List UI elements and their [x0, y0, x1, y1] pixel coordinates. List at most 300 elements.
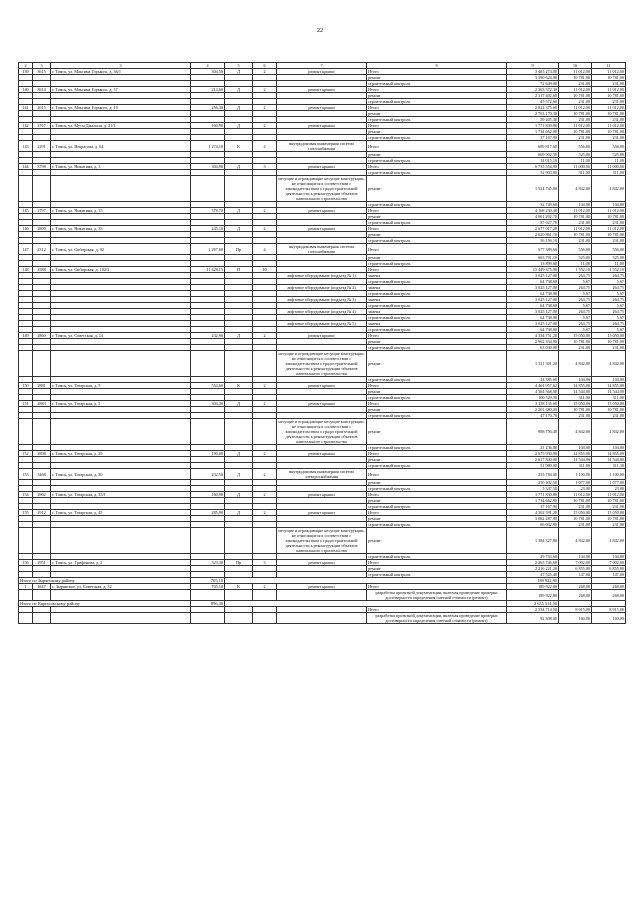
table-cell — [225, 176, 253, 202]
table-cell: 231,00 — [559, 81, 592, 87]
table-cell: 231,00 — [592, 238, 626, 244]
table-cell: ремонт крыши — [277, 383, 367, 389]
table-cell: 231,00 — [592, 99, 626, 105]
table-cell: строительный контроль — [367, 261, 507, 267]
table-cell: строительный контроль — [367, 291, 507, 297]
table-cell — [33, 419, 51, 445]
table-cell: 2 — [253, 333, 277, 339]
table-cell: 11 000,00 — [559, 164, 592, 170]
table-cell — [191, 176, 225, 202]
table-cell: 556,00 — [592, 141, 626, 152]
table-cell: 10 781,00 — [559, 214, 592, 220]
table-cell: 2 620 861,10 — [507, 232, 559, 238]
table-cell: Итого — [367, 267, 507, 273]
table-cell: 14 855,00 — [592, 383, 626, 389]
table-cell: г. Томск, ул. Сибирская, д. 102/2 — [51, 267, 191, 273]
table-cell: внутридомовая инженерная система электроснабжения — [277, 469, 367, 480]
table-cell: 10 — [253, 267, 277, 273]
table-cell: 140 — [19, 87, 33, 93]
table-cell: 153 — [19, 469, 33, 480]
table-cell: 4 842,00 — [559, 419, 592, 445]
header-cell: 7 — [277, 63, 367, 69]
table-cell: ремонт крыши — [277, 584, 367, 590]
header-cell: 11 — [592, 63, 626, 69]
table-cell: 231,00 — [592, 135, 626, 141]
table-cell: 10 781,00 — [559, 93, 592, 99]
table-cell: несущие и ограждающие несущие конструкции, не относящиеся к соответствии с законодательством о градостроительной деятельности к реконструкции объектов капитального строительства — [278, 528, 365, 553]
table-cell: 155 — [19, 510, 33, 516]
table-cell: 147,00 — [592, 572, 626, 578]
table-cell: 264,75 — [592, 321, 626, 327]
table-cell — [191, 528, 225, 554]
table-cell: 147 — [19, 244, 33, 255]
header-cell: 2 — [19, 63, 33, 69]
empty-cell — [277, 590, 367, 601]
table-cell: ремонт крыши — [277, 87, 367, 93]
table-cell: 3 025 127,00 — [507, 309, 559, 315]
table-cell — [19, 528, 33, 554]
table-cell: строительный контроль — [367, 377, 507, 383]
table-cell: 1 771 830,80 — [507, 492, 559, 498]
table-cell: 264,75 — [592, 309, 626, 315]
table-cell: 8 915,00 — [559, 607, 592, 613]
table-cell: строительный контроль — [367, 445, 507, 451]
table-cell — [33, 528, 51, 554]
table-cell: 311,00 — [559, 395, 592, 401]
table-cell: Д — [225, 164, 253, 170]
table-cell: 150 — [19, 383, 33, 389]
table-cell: лифтовое оборудование (подъезд № 2) — [277, 285, 367, 291]
table-cell: 264,75 — [559, 321, 592, 327]
table-cell: 1 100,00 — [559, 469, 592, 480]
table-cell: несущие и ограждающие несущие конструкции, не относящиеся к соответствии с законодательством о градостроительной деятельности к реконструкции объектов капитального строительства — [278, 351, 365, 376]
table-cell: 231,00 — [559, 99, 592, 105]
table-cell: 1 734 662,90 — [507, 129, 559, 135]
table-cell: 63 030,90 — [507, 345, 559, 351]
table-cell: строительный контроль — [367, 345, 507, 351]
table-cell: 5,67 — [559, 291, 592, 297]
table-cell: 554,60 — [191, 383, 225, 389]
table-cell: 146 — [19, 226, 33, 232]
table-cell: 268,00 — [559, 584, 592, 590]
table-cell: 148 — [19, 267, 33, 273]
table-cell: 10 781,00 — [559, 232, 592, 238]
table-cell: 556,00 — [592, 244, 626, 255]
table-cell: ремонт — [367, 528, 507, 554]
table-cell: 11 012,00 — [592, 87, 626, 93]
table-cell: 3 — [253, 164, 277, 170]
table-cell: г. Томск, ул. Татарская, д. 45 — [51, 510, 191, 516]
table-cell: строительный контроль — [367, 158, 507, 164]
table-cell: 14 544,00 — [592, 389, 626, 395]
table-cell: 56 156,10 — [507, 238, 559, 244]
table-cell: 11 428,15 — [191, 267, 225, 273]
table-cell: 264,75 — [559, 273, 592, 279]
table-cell: строительный контроль — [367, 135, 507, 141]
table-cell: строительный контроль — [367, 279, 507, 285]
table-cell: 5,67 — [592, 279, 626, 285]
table-cell: г. Томск, ул. Некрасова, д. 64 — [51, 141, 191, 152]
table-cell: Итого — [367, 401, 507, 407]
header-cell: 3 — [33, 63, 51, 69]
district-total-sum: 189 922,80 — [507, 578, 559, 584]
table-cell: 7 002,00 — [559, 560, 592, 566]
table-cell: Д — [225, 69, 253, 75]
table-cell: 64 738,00 — [507, 291, 559, 297]
table-cell: 2860 — [33, 333, 51, 339]
table-row — [19, 69, 626, 75]
table-cell: 268,00 — [592, 584, 626, 590]
table-cell: 104,00 — [559, 377, 592, 383]
table-cell: 10 781,00 — [592, 516, 626, 522]
table-cell: 10 781,00 — [592, 407, 626, 413]
table-cell: 2 617 840,00 — [507, 457, 559, 463]
table-cell — [51, 176, 191, 202]
table-cell: 45 572,60 — [507, 99, 559, 105]
table-cell: ремонт — [367, 75, 507, 81]
table-cell: 4 334 751,20 — [507, 333, 559, 339]
table-cell: г. Томск, ул. Трифонова, д. 2 — [51, 560, 191, 566]
table-cell: 4 302 591,20 — [507, 510, 559, 516]
table-cell: 264,75 — [592, 273, 626, 279]
table-cell: 189 922,80 — [507, 590, 559, 601]
table-cell: ремонт — [367, 389, 507, 395]
table-cell: 11 012,00 — [592, 123, 626, 129]
table-cell: 104,00 — [559, 445, 592, 451]
table-cell — [19, 351, 33, 377]
district-total-area: 896,30 — [191, 601, 225, 607]
table-cell: 232,50 — [191, 469, 225, 480]
table-row — [19, 469, 626, 480]
table-cell: ремонт — [367, 255, 507, 261]
table-row — [19, 419, 626, 445]
table-cell: 231,00 — [592, 117, 626, 123]
table-cell: 144 — [19, 164, 33, 170]
table-cell: Д — [225, 510, 253, 516]
table-cell: 231,00 — [559, 117, 592, 123]
table-cell — [19, 419, 33, 445]
table-cell: строительный контроль — [367, 117, 507, 123]
table-cell: 2 — [253, 69, 277, 75]
table-row — [19, 123, 626, 129]
table-cell: 14 544,00 — [592, 457, 626, 463]
table-cell: 145 — [19, 208, 33, 214]
table-cell: 2797 — [33, 208, 51, 214]
table-cell: строительный контроль — [367, 170, 507, 176]
table-cell: 64 738,00 — [507, 327, 559, 333]
table-cell: К — [225, 584, 253, 590]
table-cell: 11 012,00 — [592, 69, 626, 75]
table-cell: Д — [225, 469, 253, 480]
table-cell: К — [225, 141, 253, 152]
table-cell: Итого — [367, 451, 507, 457]
table-cell: 245,10 — [191, 226, 225, 232]
table-cell: 2 763 170,30 — [507, 111, 559, 117]
table-cell: 4 842,00 — [592, 176, 626, 202]
table-cell: 6 855,00 — [559, 566, 592, 572]
table-cell: 231,00 — [592, 81, 626, 87]
table-cell: 11 012,00 — [559, 105, 592, 111]
table-cell: 4847 — [33, 584, 51, 590]
empty-cell — [191, 590, 225, 601]
table-cell: Итого — [367, 69, 507, 75]
table-cell: ремонт — [367, 129, 507, 135]
table-cell: 6 735 554,90 — [507, 164, 559, 170]
table-cell: строительный контроль — [367, 303, 507, 309]
table-cell: 231,00 — [559, 220, 592, 226]
table-cell: внутридомовая инженерная система газоснабжения — [277, 244, 367, 255]
table-cell: 15 050,00 — [559, 401, 592, 407]
table-cell: 14 015,10 — [507, 158, 559, 164]
table-cell: 2951 — [33, 560, 51, 566]
table-cell: 104,00 — [592, 554, 626, 560]
table-cell — [253, 528, 277, 554]
table-cell: 1 100,00 — [592, 469, 626, 480]
table-cell: 311,00 — [559, 463, 592, 469]
table-cell: ремонт крыши — [277, 164, 367, 170]
table-cell: 1 552,10 — [559, 267, 592, 273]
table-cell: г. Томск, ул. Максима Горького, д. 19 — [51, 105, 191, 111]
table-cell: Д — [225, 492, 253, 498]
table-cell: 10 781,00 — [559, 129, 592, 135]
table-cell: 264,75 — [559, 297, 592, 303]
table-cell: ремонт крыши — [277, 510, 367, 516]
table-cell: 255 784,00 — [507, 469, 559, 480]
table-cell: с. Зырянское, ул. Советская, д. 32 — [51, 584, 191, 590]
table-cell: 2 363 372,30 — [507, 87, 559, 93]
table-cell: 147,00 — [559, 572, 592, 578]
table-cell: 10 781,00 — [559, 75, 592, 81]
table-cell: 1 771 830,80 — [507, 123, 559, 129]
table-cell: 3468 — [33, 469, 51, 480]
table-cell: 264,75 — [592, 297, 626, 303]
table-cell: 72 649,00 — [507, 81, 559, 87]
table-cell: 1 077,00 — [592, 480, 626, 486]
table-cell: 139 — [19, 69, 33, 75]
work-description: разработка проектной документации, включая проведение проверки достоверности определения сметной стоимости (ремонт) — [367, 613, 507, 624]
table-cell: 104,00 — [559, 554, 592, 560]
table-cell: 5,67 — [559, 279, 592, 285]
table-cell: 37 167,90 — [507, 504, 559, 510]
table-cell: 2 — [253, 401, 277, 407]
table-cell: 64 738,00 — [507, 303, 559, 309]
table-cell: г. Томск, ул. Татарская, д. 30 — [51, 469, 191, 480]
table-row — [19, 613, 626, 624]
table-cell: 11 012,00 — [592, 208, 626, 214]
empty-cell — [33, 613, 51, 624]
table-row — [19, 528, 626, 554]
table-cell: 2767 — [33, 123, 51, 129]
table-cell: 231,00 — [559, 345, 592, 351]
table-cell: 231,00 — [592, 413, 626, 419]
table-cell: 64 738,00 — [507, 315, 559, 321]
table-cell: 32 749,60 — [507, 202, 559, 208]
empty-cell — [253, 613, 277, 624]
table-cell: 5,67 — [592, 291, 626, 297]
table-cell: 705,10 — [191, 584, 225, 590]
table-cell — [51, 528, 191, 554]
table-cell — [51, 419, 191, 445]
table-cell: 3 358 135,60 — [507, 401, 559, 407]
table-cell: 2 675 930,00 — [507, 451, 559, 457]
table-cell: 1 552,10 — [592, 267, 626, 273]
table-cell: строительный контроль — [367, 463, 507, 469]
district-total-sum: 2 635 314,50 — [507, 601, 559, 607]
table-cell: несущие и ограждающие несущие конструкции, не относящиеся к соответствии с законодательством о градостроительной деятельности к реконструкции объектов капитального строительства — [278, 419, 365, 444]
table-cell: 4 061 202,70 — [507, 214, 559, 220]
table-cell — [225, 351, 253, 377]
table-cell: 160,90 — [191, 123, 225, 129]
header-cell: 9 — [507, 63, 559, 69]
table-cell: 10 781,00 — [559, 407, 592, 413]
table-cell: 64 738,00 — [507, 279, 559, 285]
table-cell: ремонт крыши — [277, 451, 367, 457]
table-cell: 160,00 — [592, 613, 626, 624]
district-total-area: 705,10 — [191, 578, 225, 584]
table-cell: 5,67 — [592, 315, 626, 321]
table-cell: 10 781,00 — [592, 75, 626, 81]
table-cell: 4 842,00 — [559, 176, 592, 202]
table-cell: ремонт — [367, 498, 507, 504]
table-cell: 2 — [253, 226, 277, 232]
table-cell: 66 042,90 — [507, 522, 559, 528]
table-cell: 10 781,00 — [592, 498, 626, 504]
table-cell — [191, 351, 225, 377]
table-cell: Итого — [367, 123, 507, 129]
table-cell: строительный контроль — [367, 572, 507, 578]
table-cell: 59 205,30 — [507, 117, 559, 123]
table-cell: 1 524 745,00 — [507, 176, 559, 202]
table-cell: ремонт — [367, 516, 507, 522]
table-cell — [51, 351, 191, 377]
empty-cell — [19, 613, 33, 624]
table-cell: ремонт — [367, 152, 507, 158]
table-cell: строительный контроль — [367, 315, 507, 321]
table-cell: 15 050,00 — [592, 401, 626, 407]
table-cell: 154 — [19, 492, 33, 498]
table-cell: г. Томск, ул. Сибирская, д. 92 — [51, 244, 191, 255]
header-cell: 3 — [51, 63, 191, 69]
table-cell: несущие и ограждающие несущие конструкции, не относящиеся к соответствии с законодательством о градостроительной деятельности к реконструкции объектов капитального строительства — [278, 176, 365, 201]
table-cell — [191, 419, 225, 445]
table-cell: 21 236,80 — [507, 445, 559, 451]
table-cell: 231,00 — [592, 522, 626, 528]
table-cell: 2 677 017,20 — [507, 226, 559, 232]
table-cell: 160,00 — [559, 613, 592, 624]
table-cell: 525,00 — [592, 255, 626, 261]
table-cell: 2881 — [33, 383, 51, 389]
table-cell: 23,00 — [592, 486, 626, 492]
table-cell: 15 050,00 — [559, 333, 592, 339]
empty-cell — [253, 590, 277, 601]
table-cell: Д — [225, 333, 253, 339]
table-cell: 264,75 — [559, 285, 592, 291]
table-cell: 15 050,00 — [559, 510, 592, 516]
empty-cell — [51, 590, 191, 601]
table-cell: 14 544,00 — [559, 389, 592, 395]
table-cell: 11 012,00 — [559, 226, 592, 232]
table-cell: Д — [225, 105, 253, 111]
table-cell: 231,00 — [559, 522, 592, 528]
table-cell: лифтовое оборудование (подъезд № 3) — [277, 297, 367, 303]
table-cell: 10 781,00 — [592, 232, 626, 238]
table-cell: Итого — [367, 164, 507, 170]
table-cell: 4 842,00 — [559, 528, 592, 554]
table-cell: г. Томск, ул. Татарская, д. 29 — [51, 451, 191, 457]
table-cell: 2 534 714,50 — [507, 607, 559, 613]
table-cell: строительный контроль — [367, 504, 507, 510]
table-cell: Итого — [367, 87, 507, 93]
table-cell: 3 025 127,00 — [507, 285, 559, 291]
table-cell: 4 — [253, 244, 277, 255]
table-cell: лифтовое оборудование (подъезд № 5) — [277, 321, 367, 327]
table-cell: ремонт — [367, 176, 507, 202]
table-cell — [253, 351, 277, 377]
table-cell: строительный контроль — [367, 395, 507, 401]
table-cell: строительный контроль — [367, 413, 507, 419]
table-cell: 3614 — [33, 87, 51, 93]
table-cell: Итого — [367, 469, 507, 480]
table-cell: 2 — [253, 451, 277, 457]
table-cell: 231,00 — [592, 504, 626, 510]
table-cell: 1 077,00 — [559, 480, 592, 486]
table-cell: 556,00 — [559, 141, 592, 152]
table-cell: 11 012,00 — [559, 69, 592, 75]
table-cell: 3 — [253, 560, 277, 566]
table-cell: 231,00 — [592, 220, 626, 226]
empty-cell — [225, 590, 253, 601]
table-cell: г. Томск, ул. Советская, д. 14 — [51, 333, 191, 339]
table-cell: 2800 — [33, 226, 51, 232]
table-cell: П — [225, 267, 253, 273]
table-cell: 189 922,80 — [507, 584, 559, 590]
table-cell: 29 733,60 — [507, 554, 559, 560]
table-cell: 4 842,00 — [592, 419, 626, 445]
table-cell: 10 781,00 — [592, 111, 626, 117]
table-cell: 23,00 — [559, 486, 592, 492]
table-cell: 2 — [253, 469, 277, 480]
empty-cell — [51, 613, 191, 624]
table-cell: 304,30 — [191, 401, 225, 407]
table-cell: 10 781,00 — [559, 498, 592, 504]
table-cell: ремонт крыши — [277, 226, 367, 232]
table-cell: ремонт крыши — [277, 123, 367, 129]
table-cell: г. Томск, ул. Татарская, д. 5 — [51, 383, 191, 389]
table-cell: Д — [225, 401, 253, 407]
table-cell: строительный контроль — [367, 99, 507, 105]
district-total-label: Итого по Зырянскому району — [19, 578, 191, 584]
table-cell: 104,00 — [592, 202, 626, 208]
table-cell: 10 781,00 — [592, 339, 626, 345]
table-cell: строительный контроль — [367, 486, 507, 492]
table-cell: 2 201 480,20 — [507, 407, 559, 413]
table-cell: 323,30 — [191, 560, 225, 566]
table-cell: замена — [367, 309, 507, 315]
table-cell: лифтовое оборудование (подъезд № 1) — [277, 273, 367, 279]
table-cell: 1 — [19, 584, 33, 590]
table-cell: г. Томск, ул. Татарская, д. 5 — [51, 401, 191, 407]
table-cell: Итого — [367, 584, 507, 590]
empty-cell — [225, 613, 253, 624]
table-cell: 37 167,90 — [507, 135, 559, 141]
table-cell: 304,90 — [191, 164, 225, 170]
table-row — [19, 141, 626, 152]
table-cell — [253, 419, 277, 445]
table-cell: 10 781,00 — [559, 339, 592, 345]
table-cell: ремонт — [367, 214, 507, 220]
table-cell: 268,00 — [592, 590, 626, 601]
table-cell: 10 781,00 — [559, 111, 592, 117]
